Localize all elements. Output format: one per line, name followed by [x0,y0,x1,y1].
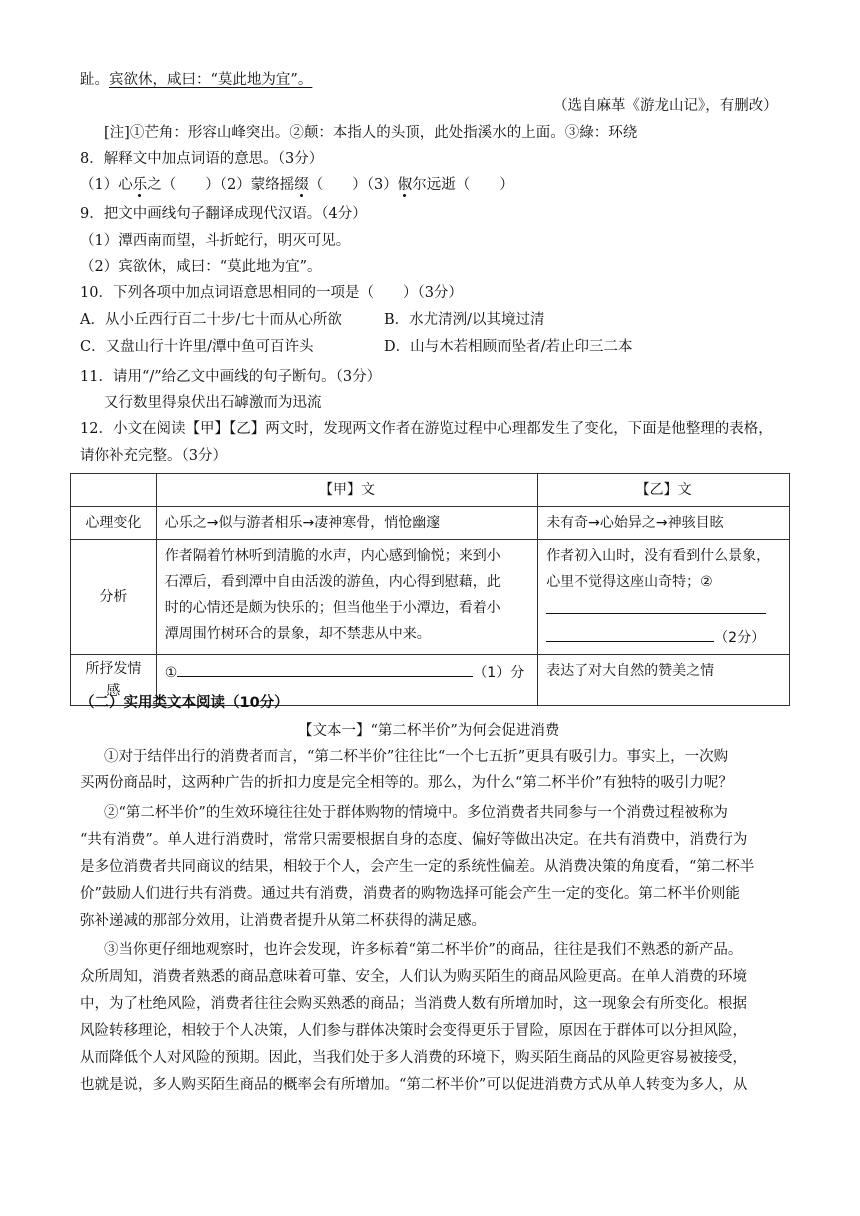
question-10-option-d: D．山与木若相顾而坠者/若止印三二本 [384,339,633,355]
row-label: 分析 [71,540,157,655]
paragraph-line: ③当你更仔细地观察时，也许会发现，许多标着“第二杯半价”的商品，往往是我们不熟悉的新产品。 [104,942,743,958]
paragraph-line: 弥补递减的那部分效用，让消费者提升从第二杯获得的满足感。 [80,913,486,929]
dotted-char: 乐 [132,177,148,193]
paragraph-line: 是多位消费者共同商议的结果，相较于个人，会产生一定的系统性偏差。从消费决策的角度看，“第二杯半 [80,859,755,875]
paragraph-line: “共有消费”。单人进行消费时，常常只需要根据自身的态度、偏好等做出决定。在共有消费中，消费行为 [80,832,748,848]
paragraph-line: 买两份商品时，这两种广告的折扣力度是完全相等的。那么，为什么“第二杯半价”有独特的吸引力呢？ [80,775,733,791]
source-citation: （选自麻革《游龙山记》，有删改） [553,98,778,114]
question-9-stem: 9．把文中画线句子翻译成现代汉语。（4分） [80,206,367,222]
table-header: 【甲】文 [156,474,537,507]
question-11-sentence: 又行数里得泉伏出石罅激而为迅流 [104,395,322,411]
dotted-char: 缀 [294,177,309,193]
question-9-sentence-2: （2）宾欲休，咸曰：“莫此地为宜”。 [80,259,322,275]
answer-blank[interactable] [177,658,473,677]
comparison-table [70,473,790,706]
underlined-sentence: 宾欲休，咸曰：“莫此地为宜”。 [109,72,313,88]
table-header-row [71,474,790,507]
table-row [71,507,790,540]
row-label: 心理变化 [71,507,157,540]
table-header: 【乙】文 [538,474,790,507]
annotation-note: [注]①芒角：形容山峰突出。②颠：本指人的头顶，此处指溪水的上面。③綠：环绕 [104,125,638,141]
answer-blank[interactable] [546,623,714,642]
dotted-char: 俶 [397,177,413,193]
paragraph-line: 也就是说，多人购买陌生商品的概率会有所增加。“第二杯半价”可以促进消费方式从单人转变为多人，从 [80,1077,748,1093]
question-8-items: （1）心乐之（ ）（2）蒙络摇缀（ ）（3）俶尔远逝（ ） [80,177,514,193]
question-11-stem: 11．请用“/”给乙文中画线的句子断句。（3分） [80,369,382,385]
paragraph-line: 风险转移理论，相较于个人决策，人们参与群体决策时会变得更乐于冒险，原因在于群体可以分担风险， [80,1023,747,1039]
row-label: 所抒发情 感 [71,655,157,706]
table-cell: 表达了对大自然的赞美之情 [538,655,790,706]
question-9-sentence-1: （1）潭西南而望，斗折蛇行，明灭可见。 [80,233,351,249]
table-cell: 作者隔着竹林听到清脆的水声，内心感到愉悦；来到小 石潭后，看到潭中自由活泼的游鱼，内心得到慰藉，此 时的心情还是颇为快乐的；但当他坐于小潭边，看着小 潭周围竹树环合的景象，却不禁悲从中来。 [156,540,537,655]
table-cell: 作者初入山时，没有看到什么景象， 心里不觉得这座山奇特；② （2分） [538,540,790,655]
table-cell: ① （1）分 [156,655,537,706]
table-row [71,540,790,655]
question-10-option-a: A．从小丘西行百二十步/七十而从心所欲 [80,312,342,328]
question-8-stem: 8．解释文中加点词语的意思。（3分） [80,151,324,167]
question-12-stem-cont: 请你补充完整。（3分） [80,448,227,464]
paragraph-line: 众所周知，消费者熟悉的商品意味着可靠、安全，人们认为购买陌生的商品风险更高。在单人消费的环境 [80,969,747,985]
paragraph-line: 价”鼓励人们进行共有消费。通过共有消费，消费者的购物选择可能会产生一定的变化。第二杯半价则能 [80,886,740,902]
question-10-stem: 10．下列各项中加点词语意思相同的一项是（ ）（3分） [80,285,463,301]
paragraph-line: 中，为了杜绝风险，消费者往往会购买熟悉的商品；当消费人数有所增加时，这一现象会有所变化。根据 [80,996,747,1012]
paragraph-line: ①对于结伴出行的消费者而言，“第二杯半价”往往比“一个七五折”更具有吸引力。事实上，一次购 [104,749,729,765]
section-title: （二）实用类文本阅读（10分） [80,695,289,711]
question-10-option-c: C．又盘山行十许里/潭中鱼可百许头 [80,339,314,355]
question-12-stem: 12．小文在阅读【甲】【乙】两文时，发现两文作者在游览过程中心理都发生了变化，下面是他整理的表格， [80,421,773,437]
text-one-title: 【文本一】“第二杯半价”为何会促进消费 [298,723,560,739]
paragraph-line: ②“第二杯半价”的生效环境往往处于群体购物的情境中。多位消费者共同参与一个消费过程被称为 [104,805,728,821]
paragraph-line: 从而降低个人对风险的预期。因此，当我们处于多人消费的环境下，购买陌生商品的风险更容易被接受， [80,1050,747,1066]
table-cell: 未有奇→心始异之→神骇目眩 [538,507,790,540]
table-cell: 心乐之→似与游者相乐→凄神寒骨，悄怆幽邃 [156,507,537,540]
answer-blank[interactable] [546,595,766,614]
question-10-option-b: B．水尤清洌/以其境过清 [384,312,545,328]
passage-end-line: 趾。宾欲休，咸曰：“莫此地为宜”。 [80,72,313,88]
